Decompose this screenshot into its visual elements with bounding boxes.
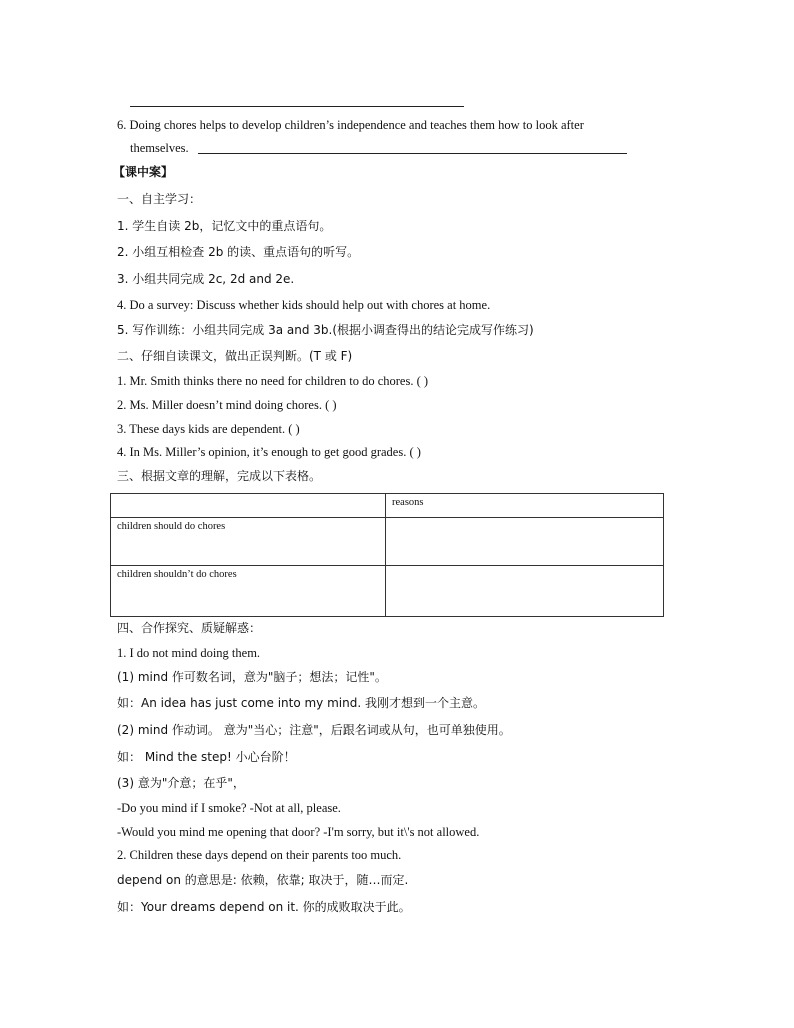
table-row-answer[interactable] — [386, 566, 664, 617]
part4-line-10: depend on 的意思是: 依赖，依靠; 取决于，随…而定. — [117, 873, 409, 887]
table-header-cell-empty — [111, 494, 386, 518]
part2-item-4: 4. In Ms. Miller’s opinion, it’s enough to get good grades. ( ) — [117, 445, 421, 459]
question-6-answer-blank — [198, 153, 627, 154]
section-header: 【课中案】 — [113, 165, 174, 179]
part2-item-2: 2. Ms. Miller doesn’t mind doing chores. ( ) — [117, 398, 337, 412]
table-row — [111, 566, 664, 617]
question-6-line2: themselves. — [130, 141, 189, 155]
table-row-label: children should do chores — [111, 518, 386, 566]
part1-item-1: 1. 学生自读 2b，记忆文中的重点语句。 — [117, 219, 332, 233]
part4-line-8: -Would you mind me opening that door? -I'm sorry, but it\'s not allowed. — [117, 825, 480, 839]
reasons-table — [110, 493, 664, 617]
part4-line-4: (2) mind 作动词。 意为"当心；注意"，后跟名词或从句，也可单独使用。 — [117, 723, 511, 737]
part4-line-3: 如：An idea has just come into my mind. 我刚才想到一个主意。 — [117, 696, 485, 710]
table-header-row — [111, 494, 664, 518]
part2-title: 二、仔细自读课文，做出正误判断。(T 或 F) — [117, 349, 353, 363]
part4-line-5: 如： Mind the step! 小心台阶！ — [117, 750, 296, 764]
part1-title: 一、自主学习： — [117, 192, 202, 206]
table-header-reasons: reasons — [386, 494, 664, 518]
part4-line-2: (1) mind 作可数名词，意为"脑子；想法；记性"。 — [117, 670, 387, 684]
table-row-answer[interactable] — [386, 518, 664, 566]
table-row-label: children shouldn’t do chores — [111, 566, 386, 617]
part4-line-9: 2. Children these days depend on their parents too much. — [117, 848, 402, 862]
part4-title: 四、合作探究、质疑解惑： — [117, 621, 262, 635]
answer-blank-line — [130, 106, 464, 107]
part1-item-3: 3. 小组共同完成 2c, 2d and 2e. — [117, 272, 295, 286]
part3-title: 三、根据文章的理解，完成以下表格。 — [117, 469, 322, 483]
part1-item-2: 2. 小组互相检查 2b 的读、重点语句的听写。 — [117, 245, 360, 259]
part4-line-6: (3) 意为"介意；在乎"， — [117, 776, 245, 790]
table-row — [111, 518, 664, 566]
part1-item-4: 4. Do a survey: Discuss whether kids should help out with chores at home. — [117, 298, 491, 312]
part1-item-5: 5. 写作训练：小组共同完成 3a and 3b.(根据小调查得出的结论完成写作练习) — [117, 323, 534, 337]
question-6-line1: 6. Doing chores helps to develop children’s independence and teaches them how to look after — [117, 118, 584, 132]
part2-item-3: 3. These days kids are dependent. ( ) — [117, 422, 300, 436]
part4-line-1: 1. I do not mind doing them. — [117, 646, 261, 660]
part4-line-11: 如：Your dreams depend on it. 你的成败取决于此。 — [117, 900, 411, 914]
part4-line-7: -Do you mind if I smoke? -Not at all, please. — [117, 801, 341, 815]
part2-item-1: 1. Mr. Smith thinks there no need for children to do chores. ( ) — [117, 374, 429, 388]
